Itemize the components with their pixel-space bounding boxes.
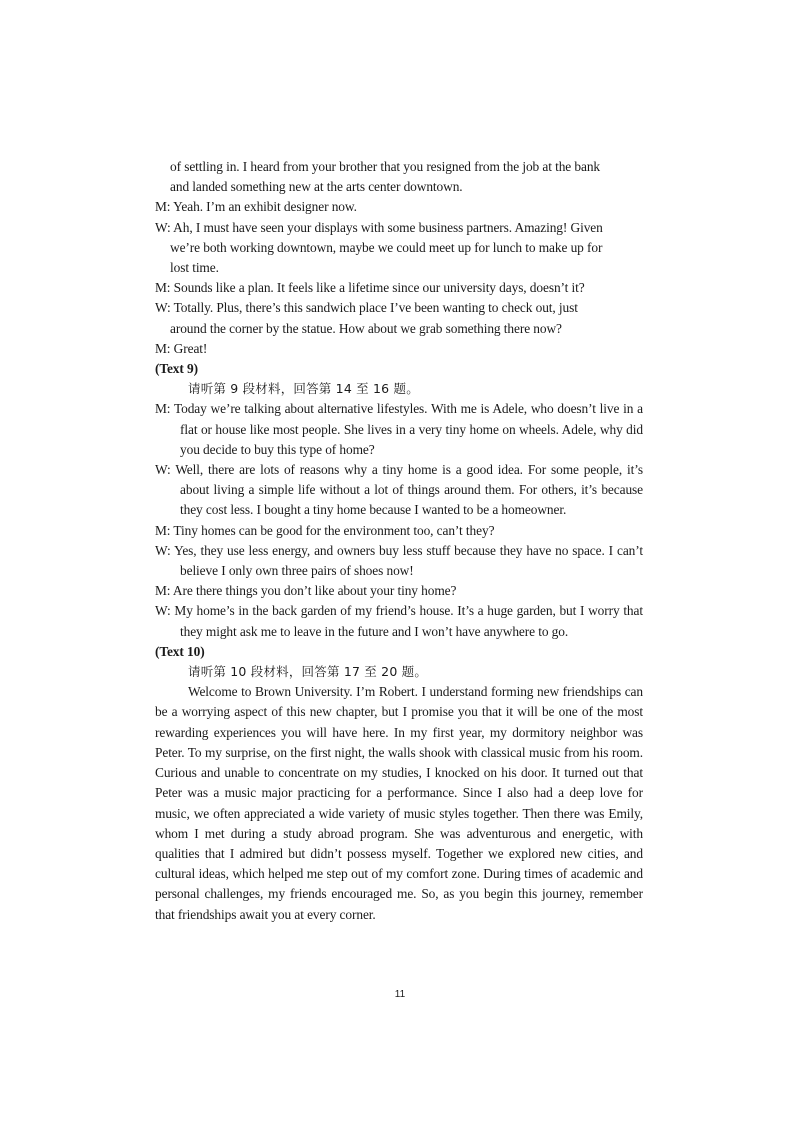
dialogue-line-w: W: Ah, I must have seen your displays with some business partners. Amazing! Given — [155, 219, 603, 235]
text9-heading: (Text 9) — [155, 361, 198, 377]
dialogue-line-m: M: Great! — [155, 340, 208, 356]
text9-w2: W: Yes, they use less energy, and owners buy less stuff because they have no space. I can’t believe I only own three pairs of shoes now! — [155, 542, 643, 579]
text9-m2: M: Tiny homes can be good for the environment too, can’t they? — [155, 522, 495, 538]
text9-m3: M: Are there things you don’t like about your tiny home? — [155, 583, 457, 599]
text10-instruction: 请听第 10 段材料，回答第 17 至 20 题。 — [188, 664, 428, 680]
text9-w1: W: Well, there are lots of reasons why a tiny home is a good idea. For some people, it’s about living a simple life without a lot of things around them. For others, it’s because they cost less. I bought a tiny home because I wanted to be a homeowner. — [155, 462, 643, 518]
text10-paragraph: Welcome to Brown University. I’m Robert. I understand forming new friendships can be a worrying aspect of this new chapter, but I promise you that it will be one of the most rewarding experiences you will have here. In my first year, my dormitory neighbor was Peter. To my surprise, on the first night, the walls shook with classical music from his room. Curious and unable to concentrate on my studies, I knocked on his door. It turned out that Peter was a music major practicing for a performance. Since I also had a deep love for music, we often appreciated a wide variety of music styles together. Then there was Emily, whom I met during a study abroad program. She was adventurous and energetic, with qualities that I admired but didn’t possess myself. Together we explored new cities, and cultural ideas, which helped me step out of my comfort zone. During times of academic and personal challenges, my friends encouraged me. So, as you begin this journey, remember that friendships await you at every corner. — [155, 684, 643, 922]
text9-w3: W: My home’s in the back garden of my friend’s house. It’s a huge garden, but I worry that they might ask me to leave in the future and I won’t have anywhere to go. — [155, 603, 643, 639]
dialogue-line: lost time. — [170, 260, 219, 276]
dialogue-line-m: M: Yeah. I’m an exhibit designer now. — [155, 199, 357, 215]
dialogue-line: and landed something new at the arts center downtown. — [170, 179, 463, 195]
page-number: 11 — [394, 989, 406, 1000]
dialogue-line: around the corner by the statue. How about we grab something there now? — [170, 320, 562, 336]
dialogue-line: of settling in. I heard from your brother that you resigned from the job at the bank — [170, 159, 601, 174]
text10-heading: (Text 10) — [155, 643, 205, 659]
dialogue-line-m: M: Sounds like a plan. It feels like a lifetime since our university days, doesn’t it? — [155, 280, 585, 296]
transcript-body — [155, 157, 643, 925]
dialogue-line: we’re both working downtown, maybe we could meet up for lunch to make up for — [170, 239, 603, 255]
text9-m1: M: Today we’re talking about alternative lifestyles. With me is Adele, who doesn’t live in a flat or house like most people. She lives in a very tiny home on wheels. Adele, why did you decide to buy this type of home? — [155, 401, 643, 457]
dialogue-line-w: W: Totally. Plus, there’s this sandwich place I’ve been wanting to check out, just — [155, 300, 578, 316]
text9-instruction: 请听第 9 段材料，回答第 14 至 16 题。 — [188, 381, 419, 397]
